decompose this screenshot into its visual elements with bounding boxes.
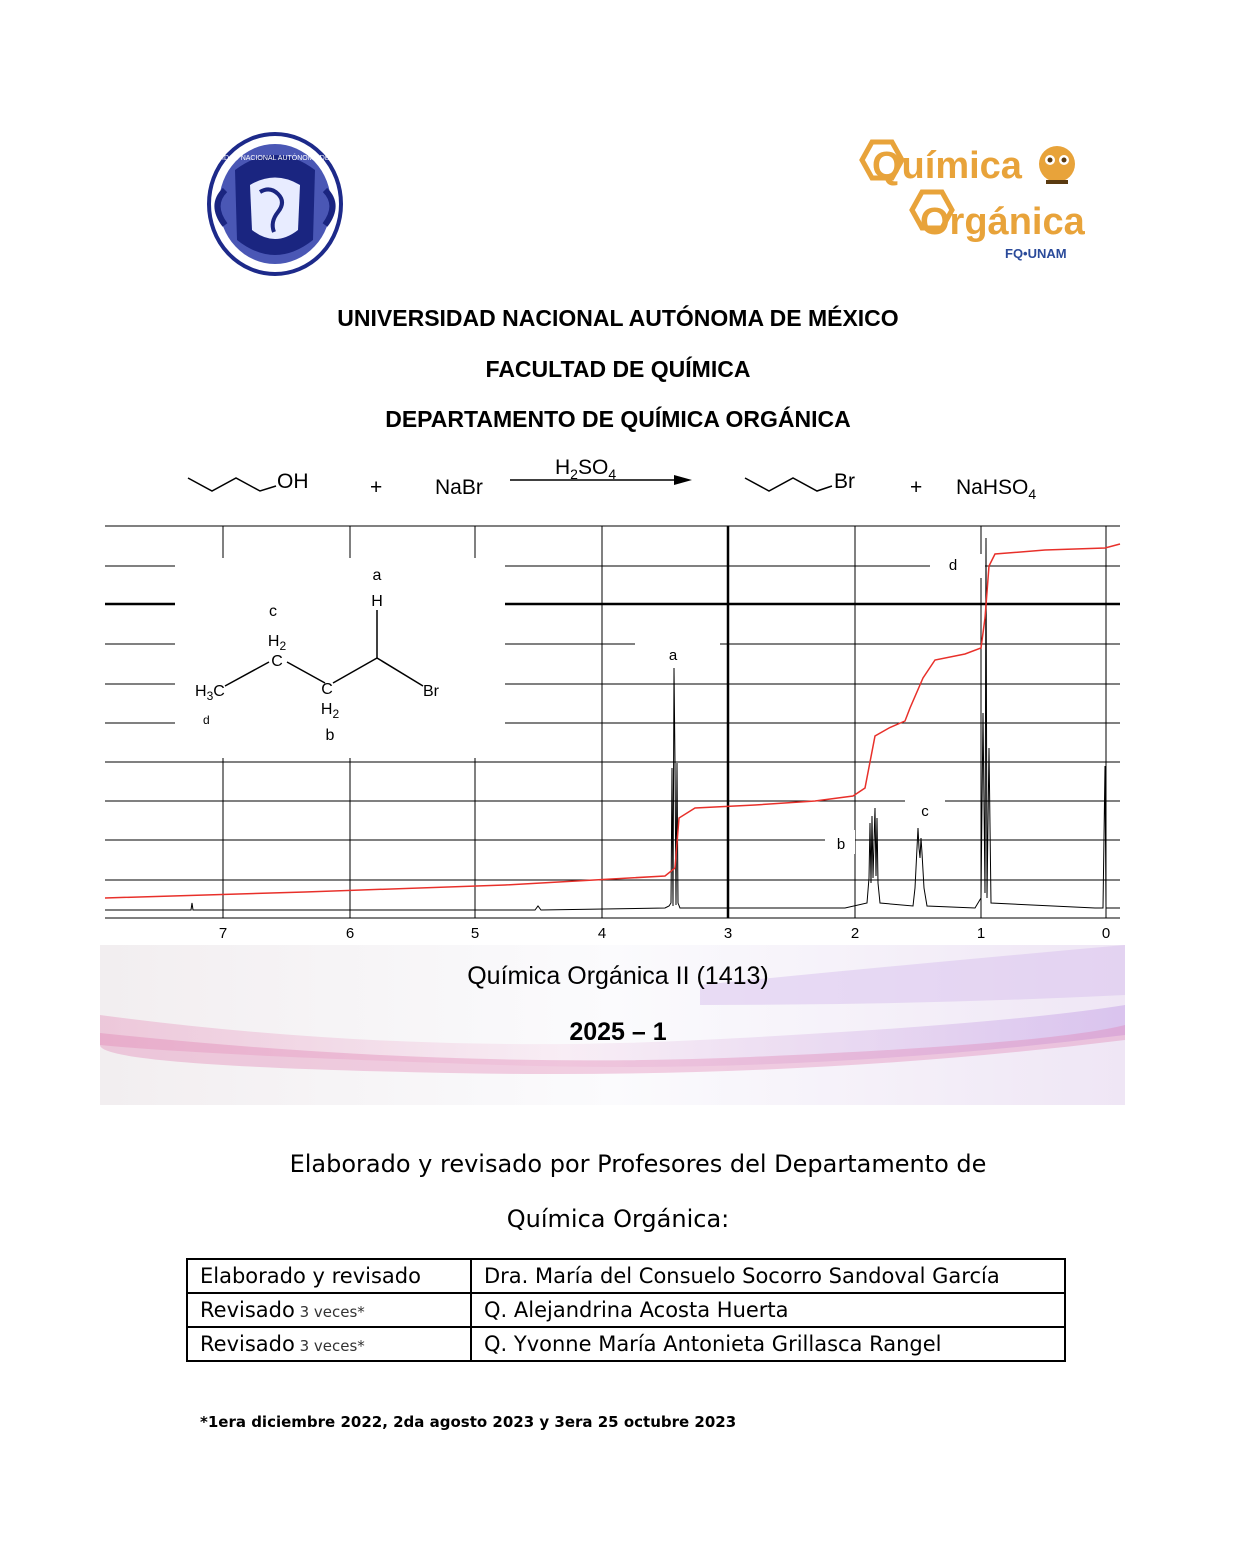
peak-label-b: b: [836, 836, 846, 853]
bromobutane-skeleton: [745, 478, 832, 491]
author-name: Q. Yvonne María Antonieta Grillasca Rangel: [484, 1332, 942, 1356]
name-cell: [471, 1327, 1065, 1361]
reactant1-group: OH: [277, 470, 309, 493]
nmr-spectrum: [105, 518, 1120, 948]
arrow-head-icon: [674, 475, 692, 485]
name-cell: [471, 1293, 1065, 1327]
quimica-organica-logo: [850, 140, 1085, 265]
review-dates-footnote: *1era diciembre 2022, 2da agosto 2023 y 3era 25 octubre 2023: [200, 1413, 737, 1431]
ch2-bottom-h: $H_2$: [320, 701, 340, 721]
x-tick: 7: [218, 925, 228, 942]
plus-sign-1: +: [370, 476, 383, 499]
role-cell: [187, 1259, 471, 1293]
qo-logo-line3: FQ•UNAM: [1005, 246, 1067, 261]
peak-label-a: a: [668, 647, 678, 664]
role-label: Elaborado y revisado: [200, 1264, 421, 1288]
authors-intro-line2: Química Orgánica:: [506, 1205, 730, 1233]
unam-seal-logo: [190, 130, 360, 278]
ch2-top-c: C: [271, 653, 283, 670]
university-title: UNIVERSIDAD NACIONAL AUTÓNOMA DE MÉXICO: [337, 305, 899, 331]
authors-table: [186, 1258, 1066, 1362]
peak-label-d: d: [948, 557, 958, 574]
author-name: Q. Alejandrina Acosta Huerta: [484, 1298, 789, 1322]
authors-intro-line1: Elaborado y revisado por Profesores del Departamento de: [289, 1150, 987, 1178]
catalyst: $H_2SO_4$: [555, 456, 617, 482]
product2: NaHSO$_4$: [956, 476, 1037, 502]
x-tick: 4: [597, 925, 607, 942]
faculty-title: FACULTAD DE QUÍMICA: [485, 356, 751, 382]
role-label: Revisado: [200, 1298, 295, 1322]
ch2-mid-c: C: [321, 681, 333, 698]
owl-icon: [1039, 146, 1075, 184]
role-cell: [187, 1293, 471, 1327]
x-tick: 0: [1101, 925, 1111, 942]
review-count-note: 3 veces*: [294, 1303, 365, 1321]
name-cell: [471, 1259, 1065, 1293]
x-tick: 6: [345, 925, 355, 942]
label-a: a: [372, 567, 382, 584]
table-row: [187, 1327, 1065, 1361]
qo-logo-line1: Química: [872, 145, 1022, 187]
plus-sign-2: +: [910, 476, 923, 499]
x-tick: 5: [470, 925, 480, 942]
ch3-group: $H_3C$: [195, 683, 225, 703]
peak-label-c: c: [921, 803, 929, 820]
unam-seal-text: UNIVERSIDAD NACIONAL AUTÓNOMA DE MÉXICO: [190, 155, 360, 162]
label-d: d: [203, 713, 210, 727]
butanol-skeleton: [188, 478, 276, 491]
course-title: Química Orgánica II (1413): [467, 962, 769, 990]
author-name: Dra. María del Consuelo Socorro Sandoval García: [484, 1264, 1000, 1288]
ch2-top-h: $H_2$: [267, 633, 287, 653]
department-title: DEPARTAMENTO DE QUÍMICA ORGÁNICA: [385, 406, 851, 432]
table-row: [187, 1293, 1065, 1327]
br-atom: Br: [423, 683, 439, 700]
role-label: Revisado: [200, 1332, 295, 1356]
course-period: 2025 – 1: [569, 1018, 667, 1046]
label-c: c: [269, 603, 277, 620]
product1-group: Br: [834, 470, 855, 493]
reactant2: NaBr: [435, 476, 483, 499]
h-atom: H: [371, 593, 383, 610]
x-tick: 3: [723, 925, 733, 942]
table-row: [187, 1259, 1065, 1293]
x-tick: 1: [976, 925, 986, 942]
reaction-scheme: [180, 446, 1060, 506]
x-axis: [219, 925, 1110, 942]
x-tick: 2: [850, 925, 860, 942]
qo-logo-line2: Orgánica: [920, 201, 1085, 243]
review-count-note: 3 veces*: [294, 1337, 365, 1355]
label-b: b: [325, 727, 335, 744]
role-cell: [187, 1327, 471, 1361]
